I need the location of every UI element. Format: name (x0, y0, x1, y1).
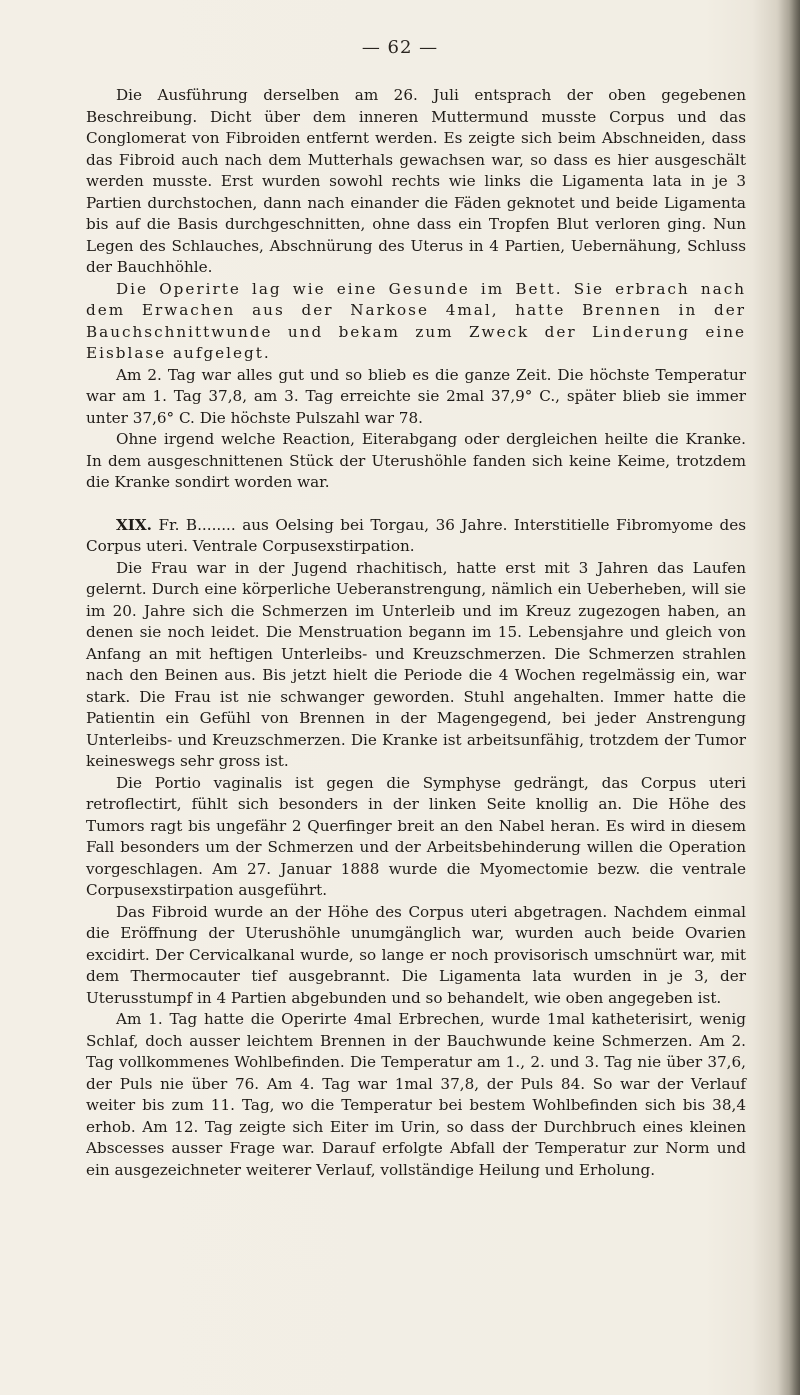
paragraph-text: Die Operirte lag wie eine Gesunde im Bett. Sie erbrach nach dem Erwachen aus der Narkose 4mal, hatte Brennen in der Bauchschnittwunde und bekam zum Zweck der Linderung eine Eisblase aufgelegt. (86, 279, 746, 362)
page-edge-shadow (778, 0, 800, 1395)
case-intro: Fr. B........ aus Oelsing bei Torgau, 36 Jahre. Interstitielle Fibromyome des Corpus uteri. Ventrale Corpusexstirpation. (86, 515, 746, 555)
paragraph: Das Fibroid wurde an der Höhe des Corpus uteri abgetragen. Nachdem einmal die Eröffnung der Uterushöhle unumgänglich war, wurden auch beide Ovarien excidirt. Der Cervicalkanal wurde, so lange er noch provisorisch umschnürt war, mit dem Thermocauter tief ausgebrannt. Die Ligamenta lata wurden in je 3, der Uterusstumpf in 4 Partien abgebunden und so behandelt, wie oben angegeben ist. (86, 902, 746, 1007)
page-body (86, 85, 746, 1181)
paragraph: Die Frau war in der Jugend rhachitisch, hatte erst mit 3 Jahren das Laufen gelernt. Durch eine körperliche Ueberanstrengung, nämlich ein Ueberheben, will sie im 20. Jahre sich die Schmerzen im Unterleib und im Kreuz zugezogen haben, an denen sie noch leidet. Die Menstruation begann im 15. Lebensjahre und gleich von Anfang an mit heftigen Unterleibs- und Kreuzschmerzen. Die Schmerzen strahlen nach den Beinen aus. Bis jetzt hielt die Periode die 4 Wochen regelmässig ein, war stark. Die Frau ist nie schwanger geworden. Stuhl angehalten. Immer hatte die Patientin ein Gefühl von Brennen in der Magengegend, bei jeder Anstrengung Unterleibs- und Kreuzschmerzen. Die Kranke ist arbeitsunfähig, trotzdem der Tumor keineswegs sehr gross ist. (86, 558, 746, 770)
paragraph: Die Ausführung derselben am 26. Juli entsprach der oben gegebenen Beschreibung. Dicht über dem inneren Muttermund musste Corpus und das Conglomerat von Fibroiden entfernt werden. Es zeigte sich beim Abschneiden, dass das Fibroid auch nach dem Mutterhals gewachsen war, so dass es hier ausgeschält werden musste. Erst wurden sowohl rechts wie links die Ligamenta lata in je 3 Partien durchstochen, dann nach einander die Fäden geknotet und beide Ligamenta bis auf die Basis durchgeschnitten, ohne dass ein Tropfen Blut verloren ging. Nun Legen des Schlauches, Abschnürung des Uterus in 4 Partien, Uebernähung, Schluss der Bauchhöhle. (86, 86, 746, 276)
paragraph: Ohne irgend welche Reaction, Eiterabgang oder dergleichen heilte die Kranke. In dem ausgeschnittenen Stück der Uterushöhle fanden sich keine Keime, trotzdem die Kranke sondirt worden war. (86, 430, 746, 491)
paragraph: Die Portio vaginalis ist gegen die Symphyse gedrängt, das Corpus uteri retroflectirt, fühlt sich besonders in der linken Seite knollig an. Die Höhe des Tumors ragt bis ungefähr 2 Querfinger breit an den Nabel heran. Es wird in diesem Fall besonders um der Schmerzen und der Arbeitsbehinderung willen die Operation vorgeschlagen. Am 27. Januar 1888 wurde die Myomectomie bezw. die ventrale Corpusexstirpation ausgeführt. (86, 773, 746, 899)
case-number: XIX. (116, 515, 152, 534)
paragraph: Am 2. Tag war alles gut und so blieb es die ganze Zeit. Die höchste Temperatur war am 1. Tag 37,8, am 3. Tag erreichte sie 2mal 37,9° C., später blieb sie immer unter 37,6° C. Die höchste Pulszahl war 78. (86, 365, 746, 427)
paragraph: Am 1. Tag hatte die Operirte 4mal Erbrechen, wurde 1mal katheterisirt, wenig Schlaf, doch ausser leichtem Brennen in der Bauchwunde keine Schmerzen. Am 2. Tag vollkommenes Wohlbefinden. Die Temperatur am 1., 2. und 3. Tag nie über 37,6, der Puls nie über 76. Am 4. Tag war 1mal 37,8, der Puls 84. So war der Verlauf weiter bis zum 11. Tag, wo die Temperatur bei bestem Wohlbefinden sich bis 38,4 erhob. Am 12. Tag zeigte sich Eiter im Urin, so dass der Durchbruch eines kleinen Abscesses ausser Frage war. Darauf erfolgte Abfall der Temperatur zur Norm und ein ausgezeichneter weiterer Verlauf, vollständige Heilung und Erholung. (86, 1010, 746, 1179)
case-heading (86, 515, 746, 558)
page-number: — 62 — (361, 37, 439, 58)
paragraph (86, 279, 746, 365)
